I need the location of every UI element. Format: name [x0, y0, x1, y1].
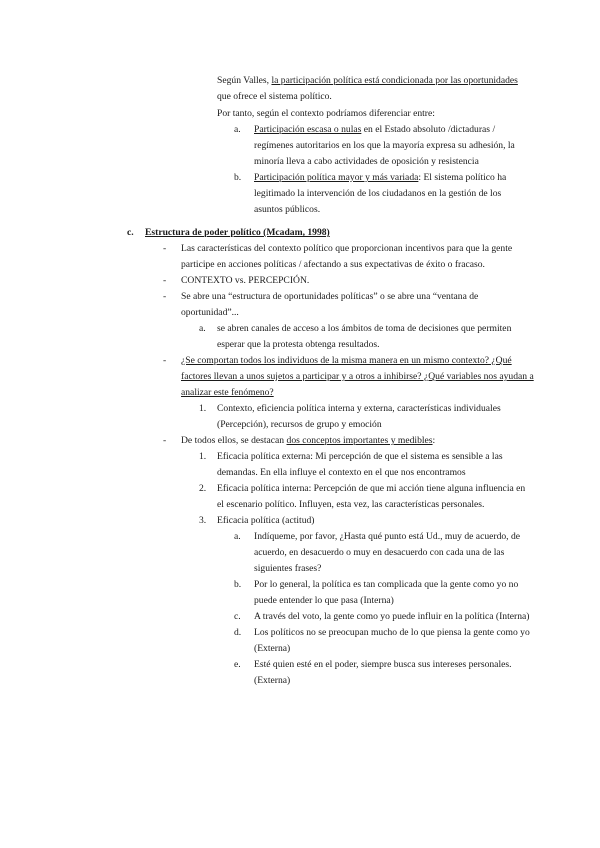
id-line-1: Los políticos no se preocupan mucho de lo que piensa la gente como yo	[254, 627, 530, 638]
bullet-dash: -	[163, 435, 167, 446]
bullet-dash: -	[163, 275, 167, 286]
ic-line-1: A través del voto, la gente como yo puede influir en la política (Interna)	[254, 611, 530, 622]
item-a-line-2: regímenes autoritarios en los que la mayoría expresa su adhesión, la	[254, 140, 515, 151]
intro-line-3: Por tanto, según el contexto podríamos diferenciar entre:	[217, 108, 435, 119]
p3-line-2: oportunidad”...	[181, 307, 239, 318]
p3a-marker: a.	[199, 323, 206, 334]
p3a-line-1: se abren canales de acceso a los ámbitos de toma de decisiones que permiten	[217, 323, 512, 334]
p4-line-3: analizar este fenómeno?	[181, 387, 274, 398]
p3-line-1: Se abre una “estructura de oportunidades políticas” o se abre una “ventana de	[181, 291, 479, 302]
ib-marker: b.	[234, 579, 242, 590]
p4-item-1-marker: 1.	[199, 403, 207, 414]
list-marker-b: b.	[234, 172, 242, 183]
ib-line-2: puede entender lo que pasa (Interna)	[254, 595, 394, 606]
ie-line-2: (Externa)	[254, 675, 291, 686]
item-b-line-2: legitimado la intervención de los ciudadanos en la gestión de los	[254, 188, 502, 199]
id-marker: d.	[234, 627, 242, 638]
ic-marker: c.	[234, 611, 241, 622]
ie-marker: e.	[234, 659, 241, 670]
n2-marker: 2.	[199, 483, 207, 494]
p4-line-2: factores llevan a unos sujetos a participar y a otros a inhibirse? ¿Qué variables nos ayudan a	[181, 371, 534, 382]
n3-line-1: Eficacia política (actitud)	[217, 515, 315, 526]
p4-item-1-line-2: (Percepción), recursos de grupo y emoción	[217, 419, 382, 430]
ib-line-1: Por lo general, la política es tan complicada que la gente como yo no	[254, 579, 519, 590]
intro-line-1: Según Valles, la participación política está condicionada por las oportunidades	[217, 75, 518, 86]
p4-line-1: ¿Se comportan todos los individuos de la misma manera en un mismo contexto? ¿Qué	[181, 355, 512, 366]
p1-line-1: Las características del contexto político que proporcionan incentivos para que la gente	[181, 243, 513, 254]
intro-line-2: que ofrece el sistema político.	[217, 91, 332, 102]
bullet-dash: -	[163, 291, 167, 302]
item-a-line-1: Participación escasa o nulas en el Estado absoluto /dictaduras /	[254, 124, 496, 135]
p2-line: CONTEXTO vs. PERCEPCIÓN.	[181, 275, 310, 286]
n1-marker: 1.	[199, 451, 207, 462]
id-line-2: (Externa)	[254, 643, 291, 654]
n2-line-2: el escenario político. Influyen, esta vez, las características personales.	[217, 499, 485, 510]
p3a-line-2: esperar que la protesta obtenga resultados.	[217, 339, 380, 350]
p1-line-2: participe en acciones políticas / afectando a sus expectativas de éxito o fracaso.	[181, 259, 485, 270]
ie-line-1: Esté quien esté en el poder, siempre busca sus intereses personales.	[254, 659, 512, 670]
underlined-phrase: la participación política está condicionada por las oportunidades	[271, 75, 518, 86]
item-b-line-3: asuntos públicos.	[254, 204, 321, 215]
ia-line-2: acuerdo, en desacuerdo o muy en desacuerdo con cada una de las	[254, 547, 505, 558]
list-marker-a: a.	[234, 124, 241, 135]
n3-marker: 3.	[199, 515, 207, 526]
item-a-line-3: minoría lleva a cabo actividades de oposición y resistencia	[254, 156, 479, 167]
p4-item-1-line-1: Contexto, eficiencia política interna y externa, características individuales	[217, 403, 501, 414]
ia-marker: a.	[234, 531, 241, 542]
ia-line-3: siguientes frases?	[254, 563, 322, 574]
ia-line-1: Indíqueme, por favor, ¿Hasta qué punto está Ud., muy de acuerdo, de	[254, 531, 521, 542]
p5-line: De todos ellos, se destacan dos conceptos importantes y medibles:	[181, 435, 436, 446]
n2-line-1: Eficacia política interna: Percepción de que mi acción tiene alguna influencia en	[217, 483, 526, 494]
section-c-title: Estructura de poder político (Mcadam, 1998)	[145, 227, 330, 238]
n1-line-2: demandas. En ella influye el contexto en el que nos encontramos	[217, 467, 466, 478]
bullet-dash: -	[163, 243, 167, 254]
item-b-line-1: Participación política mayor y más variada: El sistema político ha	[254, 172, 507, 183]
n1-line-1: Eficacia política externa: Mi percepción de que el sistema es sensible a las	[217, 451, 503, 462]
section-c-marker: c.	[127, 227, 134, 238]
bullet-dash: -	[163, 355, 167, 366]
